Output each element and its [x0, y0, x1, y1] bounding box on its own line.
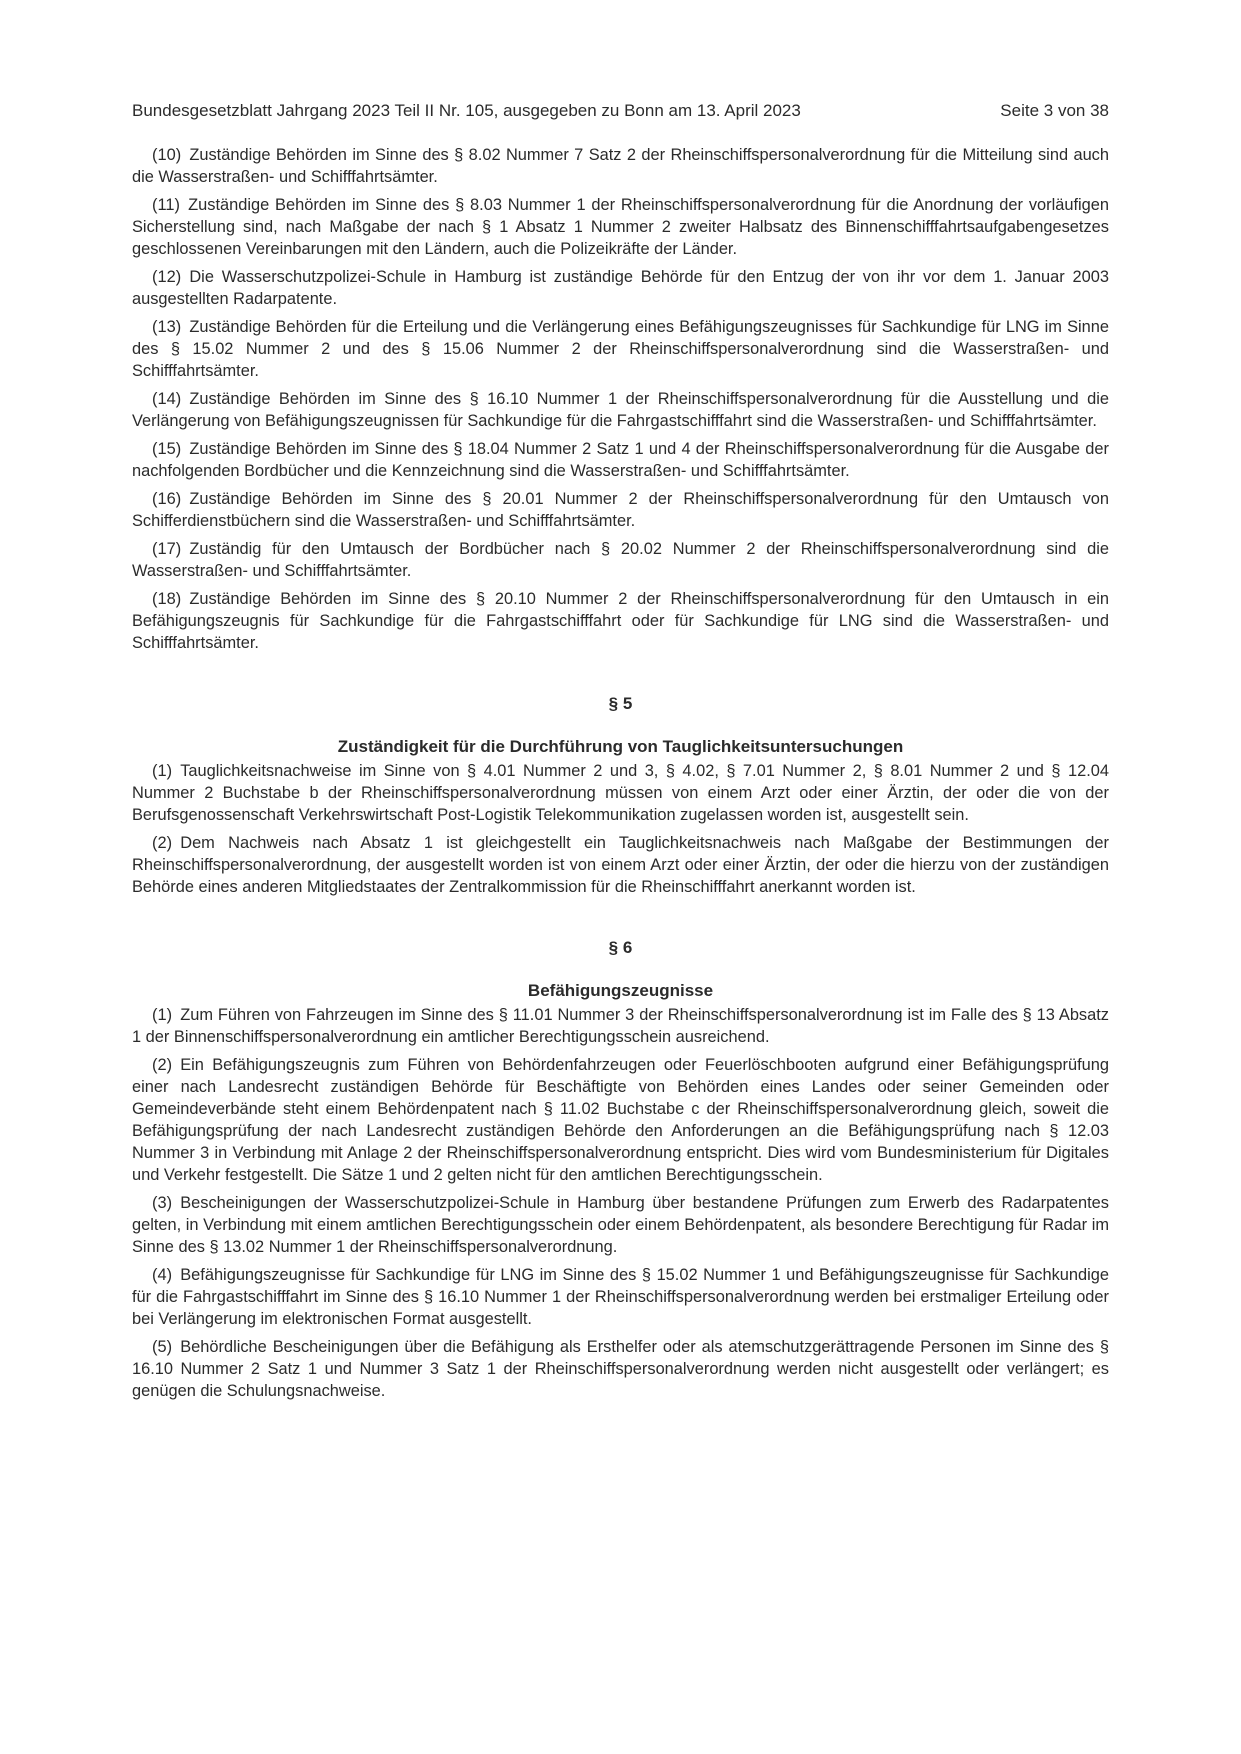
page-number: Seite 3 von 38	[1000, 101, 1109, 120]
section-6	[132, 937, 1109, 1402]
section-4-continuation	[132, 144, 1109, 654]
section-5-title: Zuständigkeit für die Durchführung von Tauglichkeitsuntersuchungen	[337, 737, 904, 756]
paragraph-4-16: (16) Zuständige Behörden im Sinne des § 20.01 Nummer 2 der Rheinschiffspersonalverordnung für den Umtausch von Schifferdienstbüchern sind die Wasserstraßen- und Schifffahrtsämter.	[132, 490, 1109, 530]
paragraph-4-14: (14) Zuständige Behörden im Sinne des § 16.10 Nummer 1 der Rheinschiffspersonalverordnung für die Ausstellung und die Verlängerung von Befähigungszeugnissen für Sachkundige für die Fahrgastschifffahrt sind die Wasserstraßen- und Schifffahrtsämter.	[132, 390, 1109, 430]
running-header	[132, 100, 1109, 122]
paragraph-4-18: (18) Zuständige Behörden im Sinne des § 20.10 Nummer 2 der Rheinschiffspersonalverordnung für den Umtausch in ein Befähigungszeugnis für Sachkundige für die Fahrgastschifffahrt oder für Sachkundige für LNG sind die Wasserstraßen- und Schifffahrtsämter.	[132, 590, 1109, 652]
paragraph-6-4: (4) Befähigungszeugnisse für Sachkundige für LNG im Sinne des § 15.02 Nummer 1 und Befähigungszeugnisse für Sachkundige für die Fahrgastschifffahrt im Sinne des § 16.10 Nummer 1 der Rheinschiffspersonalverordnung werden bei erstmaliger Erteilung oder bei Verlängerung im elektronischen Format ausgestellt.	[132, 1266, 1109, 1328]
paragraph-4-13: (13) Zuständige Behörden für die Erteilung und die Verlängerung eines Befähigungszeugnisses für Sachkundige für LNG im Sinne des § 15.02 Nummer 2 und des § 15.06 Nummer 2 der Rheinschiffspersonalverordnung sind die Wasserstraßen- und Schifffahrtsämter.	[132, 318, 1109, 380]
header-title: Bundesgesetzblatt Jahrgang 2023 Teil II Nr. 105, ausgegeben zu Bonn am 13. April 2023	[132, 101, 801, 120]
paragraph-4-11: (11) Zuständige Behörden im Sinne des § 8.03 Nummer 1 der Rheinschiffspersonalverordnung für die Anordnung der vorläufigen Sicherstellung sind, nach Maßgabe der nach § 1 Absatz 1 Nummer 2 zweiter Halbsatz des Binnenschifffahrtsaufgabengesetzes geschlossenen Vereinbarungen mit den Ländern, auch die Polizeikräfte der Länder.	[132, 196, 1109, 258]
paragraph-6-1: (1) Zum Führen von Fahrzeugen im Sinne des § 11.01 Nummer 3 der Rheinschiffspersonalverordnung ist im Falle des § 13 Absatz 1 der Binnenschiffspersonalverordnung ein amtlicher Berechtigungsschein ausreichend.	[132, 1006, 1109, 1046]
paragraph-4-10: (10) Zuständige Behörden im Sinne des § 8.02 Nummer 7 Satz 2 der Rheinschiffspersonalverordnung für die Mitteilung sind auch die Wasserstraßen- und Schifffahrtsämter.	[132, 146, 1109, 186]
paragraph-6-3: (3) Bescheinigungen der Wasserschutzpolizei-Schule in Hamburg über bestandene Prüfungen zum Erwerb des Radarpatentes gelten, in Verbindung mit einem amtlichen Berechtigungsschein oder einem Behördenpatent, als besondere Berechtigung für Radar im Sinne des § 13.02 Nummer 1 der Rheinschiffspersonalverordnung.	[132, 1194, 1109, 1256]
section-5	[132, 693, 1109, 898]
paragraph-4-12: (12) Die Wasserschutzpolizei-Schule in Hamburg ist zuständige Behörde für den Entzug der von ihr vor dem 1. Januar 2003 ausgestellten Radarpatente.	[132, 268, 1109, 308]
paragraph-5-1: (1) Tauglichkeitsnachweise im Sinne von § 4.01 Nummer 2 und 3, § 4.02, § 7.01 Nummer 2, § 8.01 Nummer 2 und § 12.04 Nummer 2 Buchstabe b der Rheinschiffspersonalverordnung müssen von einem Arzt oder einer Ärztin, der oder die von der Berufsgenossenschaft Verkehrswirtschaft Post-Logistik Telekommunikation zugelassen worden ist, ausgestellt sein.	[132, 762, 1109, 824]
section-6-title: Befähigungszeugnisse	[527, 981, 714, 1000]
section-6-number: § 6	[608, 938, 633, 957]
paragraph-5-2: (2) Dem Nachweis nach Absatz 1 ist gleichgestellt ein Tauglichkeitsnachweis nach Maßgabe der Bestimmungen der Rheinschiffspersonalverordnung, der ausgestellt worden ist von einem Arzt oder einer Ärztin, der oder die hierzu von der zuständigen Behörde eines anderen Mitgliedstaates der Zentralkommission für die Rheinschifffahrt anerkannt worden ist.	[132, 834, 1109, 896]
paragraph-6-5: (5) Behördliche Bescheinigungen über die Befähigung als Ersthelfer oder als atemschutzgerättragende Personen im Sinne des § 16.10 Nummer 2 Satz 1 und Nummer 3 Satz 1 der Rheinschiffspersonalverordnung werden nicht ausgestellt oder verlängert; es genügen die Schulungsnachweise.	[132, 1338, 1109, 1400]
section-5-number: § 5	[608, 694, 633, 713]
paragraph-4-17: (17) Zuständig für den Umtausch der Bordbücher nach § 20.02 Nummer 2 der Rheinschiffspersonalverordnung sind die Wasserstraßen- und Schifffahrtsämter.	[132, 540, 1109, 580]
paragraph-6-2: (2) Ein Befähigungszeugnis zum Führen von Behördenfahrzeugen oder Feuerlöschbooten aufgrund einer Befähigungsprüfung einer nach Landesrecht zuständigen Behörde für Beschäftigte von Behörden eines Landes oder seiner Gemeinden oder Gemeindeverbände steht einem Behördenpatent nach § 11.02 Buchstabe c der Rheinschiffspersonalverordnung gleich, soweit die Befähigungsprüfung der nach Landesrecht zuständigen Behörde den Anforderungen an die Befähigungsprüfung nach § 12.03 Nummer 3 in Verbindung mit Anlage 2 der Rheinschiffspersonalverordnung entspricht. Dies wird vom Bundesministerium für Digitales und Verkehr festgestellt. Die Sätze 1 und 2 gelten nicht für den amtlichen Berechtigungsschein.	[132, 1056, 1109, 1184]
document-page	[132, 100, 1109, 1408]
paragraph-4-15: (15) Zuständige Behörden im Sinne des § 18.04 Nummer 2 Satz 1 und 4 der Rheinschiffspersonalverordnung für die Ausgabe der nachfolgenden Bordbücher und die Kennzeichnung sind die Wasserstraßen- und Schifffahrtsämter.	[132, 440, 1109, 480]
